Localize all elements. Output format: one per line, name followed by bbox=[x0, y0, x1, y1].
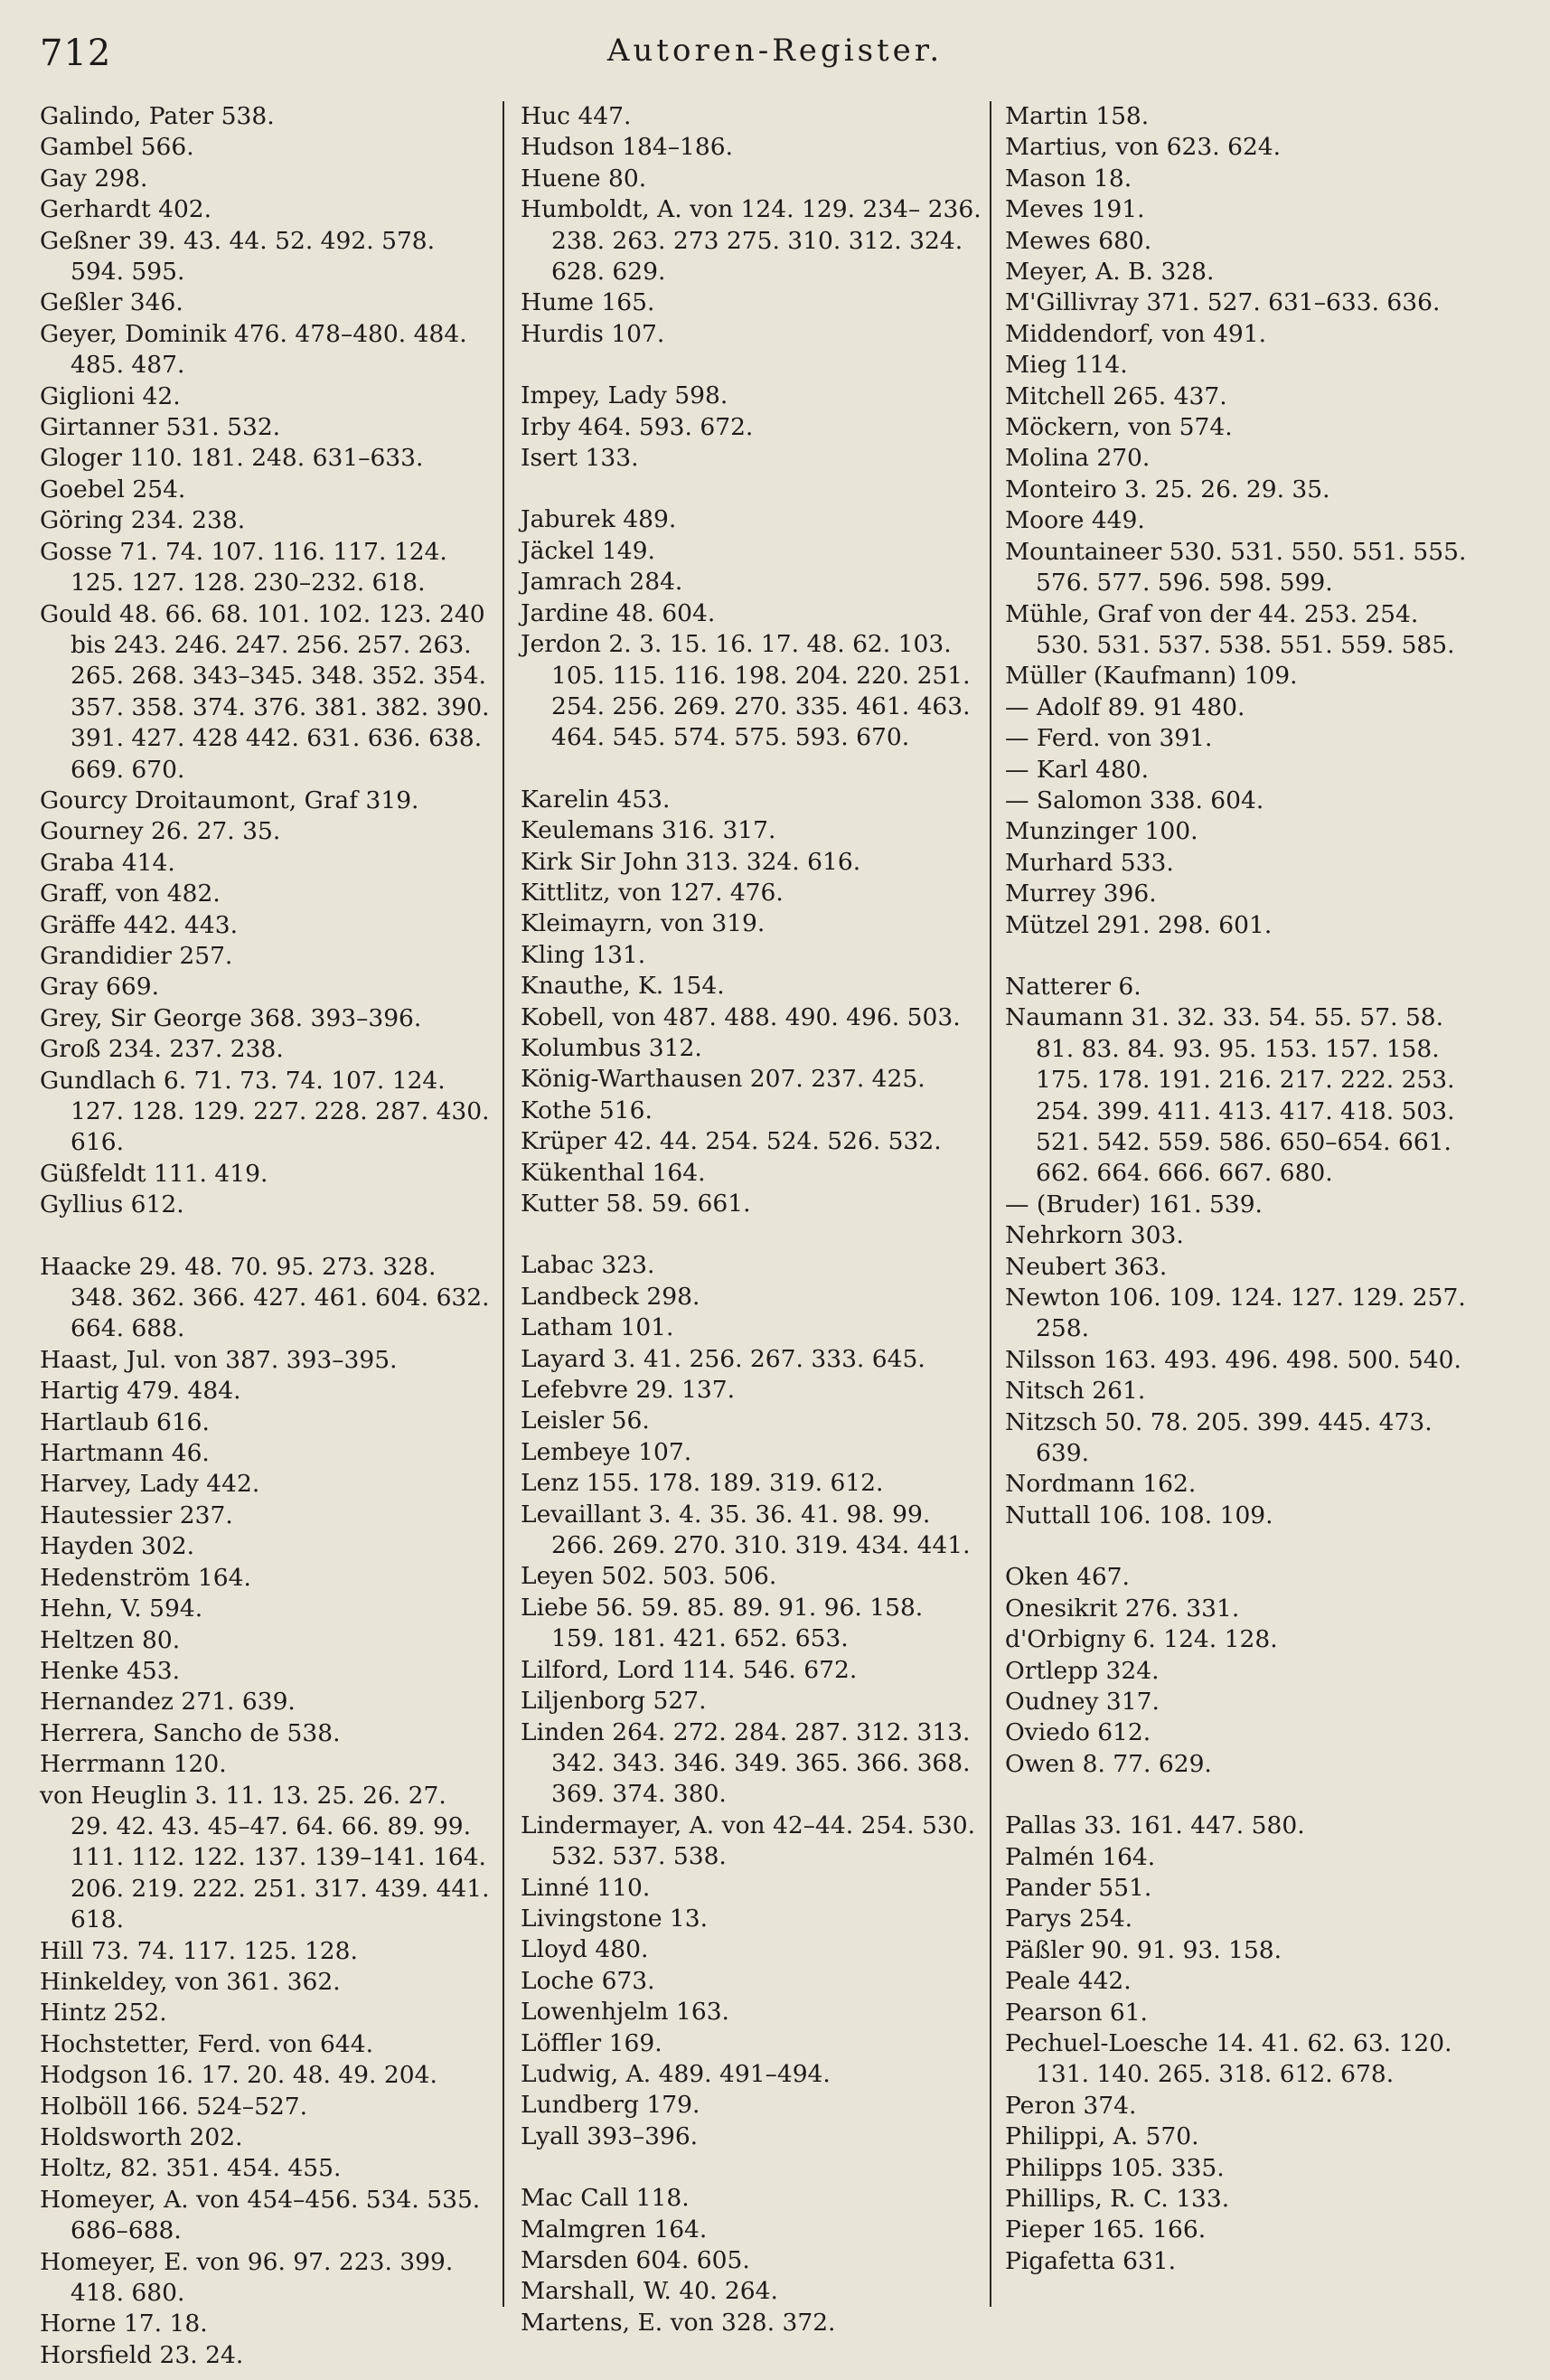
index-entry: Lowenhjelm 163. bbox=[521, 1998, 729, 2027]
index-entry: Neubert 363. bbox=[1005, 1252, 1168, 1281]
index-entry: Kükenthal 164. bbox=[521, 1158, 706, 1187]
index-entry: Natterer 6. bbox=[1005, 972, 1141, 1001]
index-entry: Horsfield 23. 24. bbox=[40, 2340, 244, 2369]
index-entry: Labac 323. bbox=[521, 1251, 655, 1280]
index-entry: Galindo, Pater 538. bbox=[40, 102, 275, 130]
index-entry: Hernandez 271. 639. bbox=[40, 1688, 296, 1717]
index-entry: Karelin 453. bbox=[521, 785, 671, 814]
index-entry: Kutter 58. 59. 661. bbox=[521, 1190, 751, 1218]
index-entry: Philippi, A. 570. bbox=[1005, 2122, 1199, 2151]
index-entry: Hodgson 16. 17. 20. 48. 49. 204. bbox=[40, 2061, 437, 2090]
index-entry: Heltzen 80. bbox=[40, 1625, 181, 1654]
index-entry: Peale 442. bbox=[1005, 1967, 1132, 1996]
index-entry: Knauthe, K. 154. bbox=[521, 972, 725, 1001]
index-entry: Geßner 39. 43. 44. 52. 492. 578. 594. 595. bbox=[40, 226, 436, 287]
index-entry: Kirk Sir John 313. 324. 616. bbox=[521, 847, 861, 876]
index-entry: Ortlepp 324. bbox=[1005, 1656, 1160, 1685]
index-entry: Holdsworth 202. bbox=[40, 2123, 243, 2151]
letter-group-gap bbox=[1005, 941, 1475, 972]
letter-group-gap bbox=[521, 350, 982, 381]
index-entry: Nitsch 261. bbox=[1005, 1377, 1146, 1406]
index-entry: Newton 106. 109. 124. 127. 129. 257. 258. bbox=[1005, 1284, 1466, 1343]
index-entry: Nilsson 163. 493. 496. 498. 500. 540. bbox=[1005, 1345, 1461, 1374]
index-entry: Harvey, Lady 442. bbox=[40, 1470, 260, 1499]
index-entry: Linden 264. 272. 284. 287. 312. 313. 342. 343. 346. 349. 365. 366. 368. 369. 374. 380. bbox=[521, 1717, 971, 1809]
index-entry: Gosse 71. 74. 107. 116. 117. 124. 125. 127. 128. 230–232. 618. bbox=[40, 537, 447, 597]
index-entry: Martin 158. bbox=[1005, 102, 1150, 130]
index-entry: Parys 254. bbox=[1005, 1905, 1133, 1933]
index-entry: — Karl 480. bbox=[1005, 755, 1150, 784]
index-entry: Oviedo 612. bbox=[1005, 1718, 1151, 1747]
index-entry: Lembeye 107. bbox=[521, 1437, 692, 1466]
index-entry: Nehrkorn 303. bbox=[1005, 1221, 1184, 1250]
index-entry: Hintz 252. bbox=[40, 1999, 167, 2027]
index-entry: Girtanner 531. 532. bbox=[40, 413, 281, 442]
letter-group-gap bbox=[40, 1221, 492, 1252]
index-column-2 bbox=[521, 101, 982, 2338]
index-entry: Humboldt, A. von 124. 129. 234– 236. 238. 263. 273 275. 310. 312. 324. 628. 629. bbox=[521, 195, 982, 287]
column-rule bbox=[503, 101, 504, 2307]
index-entry: Nitzsch 50. 78. 205. 399. 445. 473. 639. bbox=[1005, 1407, 1433, 1468]
index-entry: Meyer, A. B. 328. bbox=[1005, 258, 1215, 287]
index-entry: Phillips, R. C. 133. bbox=[1005, 2185, 1230, 2213]
index-entry: Lilford, Lord 114. 546. 672. bbox=[521, 1655, 858, 1684]
letter-group-gap bbox=[1005, 1780, 1475, 1811]
index-entry: Gundlach 6. 71. 73. 74. 107. 124. 127. 128. 129. 227. 228. 287. 430. 616. bbox=[40, 1066, 490, 1157]
index-entry: Lundberg 179. bbox=[521, 2091, 700, 2120]
index-entry: Hurdis 107. bbox=[521, 319, 665, 348]
index-entry: Päßler 90. 91. 93. 158. bbox=[1005, 1935, 1282, 1964]
index-entry: Mieg 114. bbox=[1005, 351, 1128, 380]
index-entry: Malmgren 164. bbox=[521, 2215, 708, 2244]
index-entry: Leisler 56. bbox=[521, 1406, 650, 1435]
index-entry: M'Gillivray 371. 527. 631–633. 636. bbox=[1005, 288, 1441, 317]
index-entry: Herrmann 120. bbox=[40, 1750, 227, 1779]
index-entry: Goebel 254. bbox=[40, 475, 186, 503]
index-entry: Kolumbus 312. bbox=[521, 1033, 702, 1062]
index-entry: Murrey 396. bbox=[1005, 880, 1157, 908]
index-entry: Layard 3. 41. 256. 267. 333. 645. bbox=[521, 1344, 925, 1373]
index-entry: Lefebvre 29. 137. bbox=[521, 1376, 736, 1405]
index-entry: Gloger 110. 181. 248. 631–633. bbox=[40, 444, 424, 473]
index-entry: Levaillant 3. 4. 35. 36. 41. 98. 99. 266. 269. 270. 310. 319. 434. 441. bbox=[521, 1500, 971, 1560]
index-entry: Leyen 502. 503. 506. bbox=[521, 1562, 777, 1591]
index-entry: Hartmann 46. bbox=[40, 1439, 210, 1468]
index-entry: Marshall, W. 40. 264. bbox=[521, 2277, 778, 2306]
index-entry: Hayden 302. bbox=[40, 1532, 195, 1561]
index-entry: Hinkeldey, von 361. 362. bbox=[40, 1967, 341, 1996]
index-entry: — Adolf 89. 91 480. bbox=[1005, 692, 1245, 721]
index-entry: Mac Call 118. bbox=[521, 2184, 690, 2213]
index-entry: Krüper 42. 44. 254. 524. 526. 532. bbox=[521, 1127, 942, 1156]
index-column-1 bbox=[40, 101, 492, 2371]
index-entry: Naumann 31. 32. 33. 54. 55. 57. 58. 81. 83. 84. 93. 95. 153. 157. 158. 175. 178. 191. 216. 217. 222. 253. 254. 399. 411. 413. 417. 418. 503. 521. 542. 559. 586. 650–654. 661. 662. 664. 666. 667. 680. bbox=[1005, 1003, 1455, 1188]
index-entry: Pieper 165. 166. bbox=[1005, 2215, 1207, 2244]
index-entry: Grandidier 257. bbox=[40, 941, 233, 970]
index-entry: Gourcy Droitaumont, Graf 319. bbox=[40, 785, 419, 814]
letter-group-gap bbox=[521, 2152, 982, 2183]
index-entry: Livingstone 13. bbox=[521, 1904, 709, 1933]
index-entry: Landbeck 298. bbox=[521, 1282, 700, 1311]
index-entry: Jäckel 149. bbox=[521, 536, 655, 565]
index-entry: Philipps 105. 335. bbox=[1005, 2153, 1225, 2182]
index-entry: Kleimayrn, von 319. bbox=[521, 909, 766, 938]
index-entry: Holböll 166. 524–527. bbox=[40, 2092, 308, 2121]
index-entry: — Salomon 338. 604. bbox=[1005, 785, 1264, 814]
index-entry: Graff, von 482. bbox=[40, 880, 221, 908]
index-entry: Irby 464. 593. 672. bbox=[521, 412, 754, 441]
index-entry: Meves 191. bbox=[1005, 195, 1145, 224]
index-entry: Murhard 533. bbox=[1005, 848, 1174, 877]
index-entry: Lyall 393–396. bbox=[521, 2121, 699, 2150]
column-rule bbox=[990, 101, 991, 2307]
index-entry: Nuttall 106. 108. 109. bbox=[1005, 1500, 1273, 1529]
index-entry: Linné 110. bbox=[521, 1873, 651, 1902]
index-entry: Pander 551. bbox=[1005, 1873, 1152, 1902]
index-entry: Keulemans 316. 317. bbox=[521, 816, 776, 845]
index-entry: Homeyer, A. von 454–456. 534. 535. 686–688. bbox=[40, 2185, 481, 2245]
index-entry: Geßler 346. bbox=[40, 288, 183, 317]
index-entry: Hill 73. 74. 117. 125. 128. bbox=[40, 1936, 358, 1965]
index-entry: Müller (Kaufmann) 109. bbox=[1005, 662, 1298, 691]
index-entry: — Ferd. von 391. bbox=[1005, 724, 1213, 753]
index-entry: — (Bruder) 161. 539. bbox=[1005, 1190, 1263, 1218]
index-entry: Hartig 479. 484. bbox=[40, 1377, 241, 1406]
index-entry: d'Orbigny 6. 124. 128. bbox=[1005, 1625, 1278, 1654]
running-title: Autoren-Register. bbox=[606, 33, 944, 69]
index-entry: Mountaineer 530. 531. 550. 551. 555. 576. 577. 596. 598. 599. bbox=[1005, 537, 1467, 597]
index-entry: Holtz, 82. 351. 454. 455. bbox=[40, 2154, 342, 2183]
index-entry: Huc 447. bbox=[521, 102, 632, 130]
index-entry: Lloyd 480. bbox=[521, 1935, 649, 1964]
index-entry: Oken 467. bbox=[1005, 1563, 1130, 1592]
index-entry: Oudney 317. bbox=[1005, 1687, 1160, 1716]
index-entry: Kothe 516. bbox=[521, 1096, 653, 1124]
index-entry: Kittlitz, von 127. 476. bbox=[521, 878, 784, 907]
index-entry: Mitchell 265. 437. bbox=[1005, 381, 1227, 410]
index-entry: Horne 17. 18. bbox=[40, 2309, 208, 2338]
index-entry: Haast, Jul. von 387. 393–395. bbox=[40, 1345, 398, 1374]
index-entry: Homeyer, E. von 96. 97. 223. 399. 418. 680. bbox=[40, 2247, 454, 2308]
index-entry: Molina 270. bbox=[1005, 444, 1151, 473]
index-entry: Jaburek 489. bbox=[521, 505, 677, 534]
index-entry: Graba 414. bbox=[40, 848, 175, 877]
index-entry: Lenz 155. 178. 189. 319. 612. bbox=[521, 1469, 884, 1498]
index-entry: Liebe 56. 59. 85. 89. 91. 96. 158. 159. 181. 421. 652. 653. bbox=[521, 1593, 924, 1653]
index-entry: Pearson 61. bbox=[1005, 1998, 1148, 2027]
index-entry: Onesikrit 276. 331. bbox=[1005, 1594, 1240, 1623]
index-entry: Hehn, V. 594. bbox=[40, 1595, 203, 1623]
letter-group-gap bbox=[521, 1219, 982, 1250]
index-entry: Liljenborg 527. bbox=[521, 1687, 707, 1716]
index-entry: Isert 133. bbox=[521, 444, 639, 473]
index-entry: Gyllius 612. bbox=[40, 1190, 184, 1219]
index-entry: Gay 298. bbox=[40, 164, 148, 193]
index-entry: König-Warthausen 207. 237. 425. bbox=[521, 1065, 925, 1094]
index-entry: Mason 18. bbox=[1005, 164, 1132, 193]
letter-group-gap bbox=[521, 474, 982, 504]
index-entry: Jerdon 2. 3. 15. 16. 17. 48. 62. 103. 105. 115. 116. 198. 204. 220. 251. 254. 256. 269. 270. 335. 461. 463. 464. 545. 574. 575. 593. 670. bbox=[521, 630, 971, 752]
index-entry: Loche 673. bbox=[521, 1966, 655, 1995]
index-entry: Mewes 680. bbox=[1005, 226, 1152, 255]
index-entry: Lindermayer, A. von 42–44. 254. 530. 532. 537. 538. bbox=[521, 1811, 976, 1871]
index-entry: Möckern, von 574. bbox=[1005, 413, 1233, 442]
index-entry: Monteiro 3. 25. 26. 29. 35. bbox=[1005, 475, 1330, 503]
index-entry: Göring 234. 238. bbox=[40, 506, 246, 535]
index-entry: Hochstetter, Ferd. von 644. bbox=[40, 2029, 374, 2058]
page-number: 712 bbox=[40, 33, 112, 74]
index-entry: Huene 80. bbox=[521, 164, 647, 193]
index-entry: Gould 48. 66. 68. 101. 102. 123. 240 bis 243. 246. 247. 256. 257. 263. 265. 268. 343–345. 348. 352. 354. 357. 358. 374. 376. 381. 382. 390. 391. 427. 428 442. 631. 636. 638. 669. 670. bbox=[40, 599, 490, 784]
index-entry: Gray 669. bbox=[40, 973, 160, 1002]
index-entry: Pallas 33. 161. 447. 580. bbox=[1005, 1811, 1305, 1840]
index-entry: Geyer, Dominik 476. 478–480. 484. 485. 487. bbox=[40, 319, 467, 380]
letter-group-gap bbox=[1005, 1531, 1475, 1562]
index-entry: Hudson 184–186. bbox=[521, 133, 734, 162]
index-entry: Pigafetta 631. bbox=[1005, 2246, 1177, 2275]
index-entry: Groß 234. 237. 238. bbox=[40, 1035, 284, 1064]
index-entry: Henke 453. bbox=[40, 1656, 181, 1685]
index-entry: Martens, E. von 328. 372. bbox=[521, 2308, 836, 2337]
index-entry: Ludwig, A. 489. 491–494. bbox=[521, 2059, 831, 2088]
index-entry: Kobell, von 487. 488. 490. 496. 503. bbox=[521, 1002, 961, 1031]
index-entry: Gambel 566. bbox=[40, 133, 194, 162]
index-entry: Giglioni 42. bbox=[40, 381, 181, 410]
index-entry: Hartlaub 616. bbox=[40, 1407, 210, 1436]
index-entry: Hume 165. bbox=[521, 288, 655, 317]
index-entry: Munzinger 100. bbox=[1005, 817, 1198, 846]
index-entry: Gourney 26. 27. 35. bbox=[40, 817, 281, 846]
index-entry: Peron 374. bbox=[1005, 2091, 1137, 2120]
index-entry: Martius, von 623. 624. bbox=[1005, 133, 1282, 162]
index-entry: Haacke 29. 48. 70. 95. 273. 328. 348. 362. 366. 427. 461. 604. 632. 664. 688. bbox=[40, 1252, 490, 1343]
index-entry: Hedenström 164. bbox=[40, 1563, 251, 1592]
index-entry: Gräffe 442. 443. bbox=[40, 910, 239, 939]
index-entry: Latham 101. bbox=[521, 1313, 674, 1342]
index-entry: Grey, Sir George 368. 393–396. bbox=[40, 1003, 422, 1032]
index-entry: Impey, Lady 598. bbox=[521, 381, 728, 410]
index-entry: Löffler 169. bbox=[521, 2028, 662, 2057]
index-entry: Mützel 291. 298. 601. bbox=[1005, 910, 1273, 939]
index-entry: Herrera, Sancho de 538. bbox=[40, 1718, 341, 1747]
index-entry: Marsden 604. 605. bbox=[521, 2246, 750, 2274]
index-entry: Hautessier 237. bbox=[40, 1500, 233, 1529]
index-entry: Palmén 164. bbox=[1005, 1842, 1156, 1871]
index-entry: von Heuglin 3. 11. 13. 25. 26. 27. 29. 42. 43. 45–47. 64. 66. 89. 99. 111. 112. 122. 137. 139–141. 164. 206. 219. 222. 251. 317. 439. 441. 618. bbox=[40, 1781, 490, 1934]
index-entry: Güßfeldt 111. 419. bbox=[40, 1159, 268, 1188]
index-entry: Pechuel-Loesche 14. 41. 62. 63. 120. 131. 140. 265. 318. 612. 678. bbox=[1005, 2028, 1452, 2089]
index-entry: Jamrach 284. bbox=[521, 568, 683, 597]
index-entry: Jardine 48. 604. bbox=[521, 598, 716, 627]
index-entry: Moore 449. bbox=[1005, 506, 1145, 535]
index-column-3 bbox=[1005, 101, 1475, 2277]
index-entry: Mühle, Graf von der 44. 253. 254. 530. 531. 537. 538. 551. 559. 585. bbox=[1005, 599, 1455, 659]
index-entry: Owen 8. 77. 629. bbox=[1005, 1749, 1212, 1778]
index-entry: Gerhardt 402. bbox=[40, 195, 212, 224]
letter-group-gap bbox=[521, 754, 982, 785]
index-entry: Middendorf, von 491. bbox=[1005, 319, 1267, 348]
index-entry: Nordmann 162. bbox=[1005, 1470, 1197, 1499]
index-entry: Kling 131. bbox=[521, 940, 646, 969]
